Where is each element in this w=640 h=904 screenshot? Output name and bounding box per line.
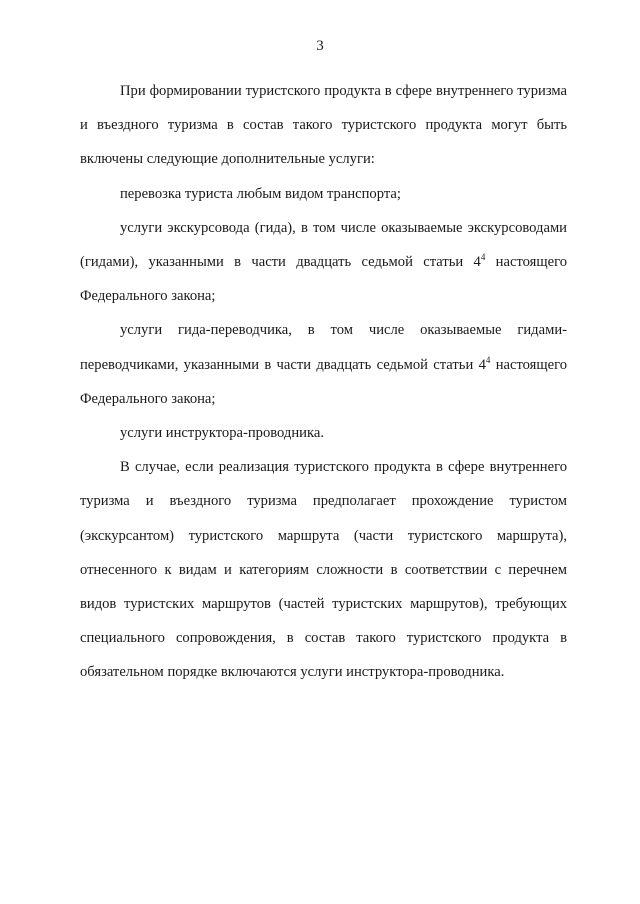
paragraph-guide-services-tail: настоящего Федерального закона;	[80, 254, 568, 305]
paragraph-transport: перевозка туриста любым видом транспорта;	[120, 185, 401, 202]
page-number: 3	[316, 38, 324, 54]
paragraph-guide-services-text: услуги экскурсовода (гида), в том числе оказываемые экскурсоводами (гидами), указанными в части двадцать седьмой статьи 4	[80, 219, 567, 271]
paragraph-interpreter-services-text: услуги гида-переводчика, в том числе оказываемые гидами-переводчиками, указанными в части двадцать седьмой статьи 4	[80, 322, 567, 373]
superscript-article-index: 4	[480, 252, 486, 263]
superscript-article-index: 4	[485, 354, 491, 365]
paragraph-interpreter-services	[80, 313, 567, 416]
paragraph-instructor-services: услуги инструктора-проводника.	[120, 425, 324, 442]
paragraph-interpreter-services-tail: настоящего Федерального закона;	[80, 356, 568, 407]
document-body	[80, 74, 567, 690]
paragraph-guide-services	[80, 211, 567, 314]
paragraph-additional-services-intro: При формировании туристского продукта в сфере внутреннего туризма и въездного туризма в состав такого туристского продукта могут быть включены следующие дополнительные услуги:	[80, 83, 567, 168]
paragraph-mandatory-instructor: В случае, если реализация туристского продукта в сфере внутреннего туризма и въездного туризма предполагает прохождение туристом (экскурсантом) туристского маршрута (части туристского маршрута), отнесенного к видам и категориям сложности в соответствии с перечнем видов туристских маршрутов (частей туристских маршрутов), требующих специального сопровождения, в состав такого туристского продукта в обязательном порядке включаются услуги инструктора-проводника.	[80, 459, 567, 681]
